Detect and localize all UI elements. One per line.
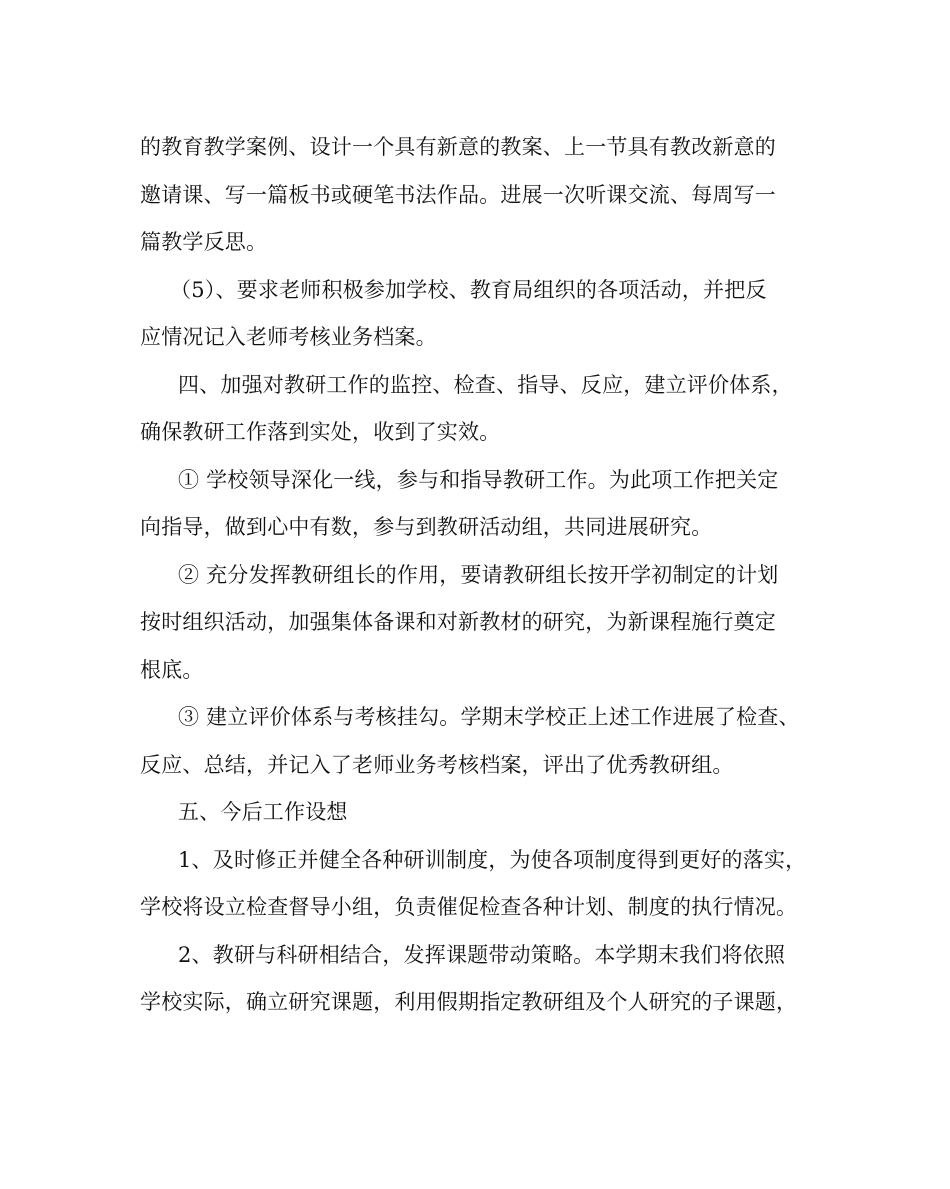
document-body: [140, 124, 812, 1027]
text-line: 学校实际，确立研究课题，利用假期指定教研组及个人研究的子课题，: [140, 990, 798, 1014]
text-line: 应情况记入老师考核业务档案。: [140, 325, 437, 349]
text-line: 学校将设立检查督导小组，负责催促检查各种计划、制度的执行情况。: [140, 895, 798, 919]
paragraph-start-line: ③ 建立评价体系与考核挂勾。学期末学校正上述工作进展了检查、: [178, 705, 800, 729]
text-line: 反应、总结，并记入了老师业务考核档案，评出了优秀教研组。: [140, 752, 734, 777]
text-line: 邀请课、写一篇板书或硬笔书法作品。进展一次听课交流、每周写一: [140, 182, 776, 207]
paragraph-start-line: 2、教研与科研相结合，发挥课题带动策略。本学期末我们将依照: [178, 942, 786, 967]
section-heading-line: 四、加强对教研工作的监控、检查、指导、反应，建立评价体系，: [178, 372, 793, 397]
text-line: 根底。: [140, 657, 204, 682]
text-line: 向指导，做到心中有数，参与到教研活动组，共同进展研究。: [140, 515, 713, 539]
text-line: 按时组织活动，加强集体备课和对新教材的研究，为新课程施行奠定: [140, 610, 776, 634]
text-line: 确保教研工作落到实处，收到了实效。: [140, 420, 501, 444]
paragraph-start-line: 1、及时修正并健全各种研训制度，为使各项制度得到更好的落实，: [178, 847, 807, 872]
text-line: 篇教学反思。: [140, 230, 268, 254]
paragraph-start-line: （5）、要求老师积极参加学校、教育局组织的各项活动，并把反: [170, 277, 767, 302]
paragraph-start-line: ① 学校领导深化一线，参与和指导教研工作。为此项工作把关定: [178, 467, 779, 492]
section-heading-line: 五、今后工作设想: [178, 800, 348, 824]
text-line: 的教育教学案例、设计一个具有新意的教案、上一节具有教改新意的: [140, 135, 776, 159]
paragraph-start-line: ② 充分发挥教研组长的作用，要请教研组长按开学初制定的计划: [178, 562, 779, 587]
